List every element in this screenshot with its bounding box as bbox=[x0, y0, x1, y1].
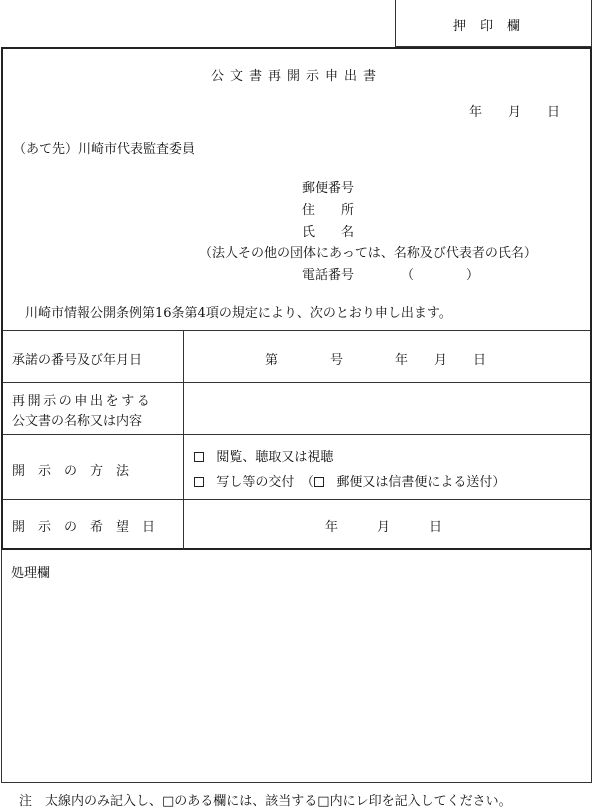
desired-date-label: 開 示 の 希 望 日 bbox=[12, 520, 156, 535]
processing-box bbox=[1, 550, 592, 783]
method-option-view-label: 閲覧、聴取又は視聴 bbox=[216, 450, 334, 465]
method-option-mail-label: 郵便又は信書便による送付） bbox=[336, 475, 506, 490]
phone-parentheses[interactable]: （ ） bbox=[401, 268, 480, 283]
address-label: 住 所 bbox=[302, 203, 355, 218]
stamp-label: 押印欄 bbox=[452, 19, 534, 34]
method-option-copy-label: 写し等の交付 （ bbox=[216, 475, 314, 490]
form-title: 公文書再開示申出書 bbox=[210, 69, 382, 84]
column-divider bbox=[183, 330, 184, 550]
document-field[interactable] bbox=[184, 383, 590, 433]
statement-text: 川崎市情報公開条例第16条第4項の規定により、次のとおり申し出ます。 bbox=[25, 306, 452, 321]
date-line[interactable]: 年 月 日 bbox=[468, 105, 560, 120]
name-label: 氏 名 bbox=[302, 225, 355, 240]
checkbox[interactable] bbox=[194, 452, 204, 462]
method-label: 開 示 の 方 法 bbox=[12, 464, 130, 479]
phone-label: 電話番号 bbox=[302, 268, 355, 283]
addressee: （あて先）川崎市代表監査委員 bbox=[13, 142, 196, 157]
row-divider bbox=[3, 434, 590, 435]
checkbox[interactable] bbox=[194, 477, 204, 487]
consent-value[interactable]: 第 号 年 月 日 bbox=[265, 353, 487, 368]
application-form bbox=[1, 47, 592, 550]
consent-label: 承諾の番号及び年月日 bbox=[12, 353, 143, 368]
row-divider bbox=[3, 499, 590, 500]
method-option-view bbox=[194, 446, 333, 465]
corporation-note: （法人その他の団体にあっては、名称及び代表者の氏名） bbox=[199, 246, 537, 261]
document-label-line2: 公文書の名称又は内容 bbox=[12, 414, 143, 429]
processing-label: 処理欄 bbox=[11, 566, 51, 581]
method-option-copy bbox=[194, 471, 505, 490]
document-label-line1: 再開示の申出をする bbox=[12, 394, 153, 409]
row-divider bbox=[3, 330, 590, 331]
postal-code-label: 郵便番号 bbox=[302, 181, 355, 196]
desired-date-value[interactable]: 年 月 日 bbox=[325, 520, 443, 535]
footer-note: 注 太線内のみ記入し、□のある欄には、該当する□内にレ印を記入してください。 bbox=[19, 794, 512, 809]
checkbox[interactable] bbox=[314, 477, 324, 487]
stamp-box bbox=[395, 0, 592, 47]
